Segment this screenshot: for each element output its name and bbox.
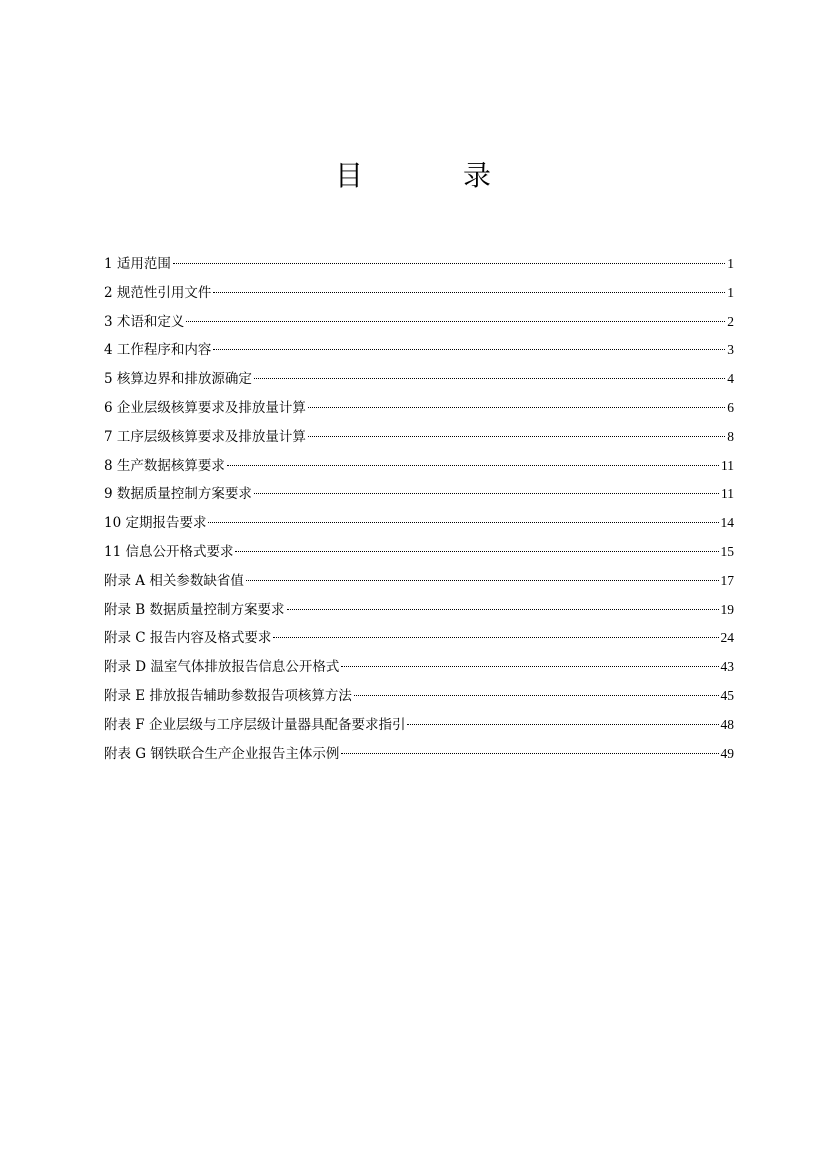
- toc-entry-page: 19: [720, 601, 734, 617]
- toc-entry[interactable]: [104, 394, 734, 423]
- toc-entry[interactable]: [104, 740, 734, 769]
- toc-entry-label: 5 核算边界和排放源确定: [104, 371, 252, 388]
- toc-leader-dots: [227, 465, 719, 466]
- toc-entry[interactable]: [104, 596, 734, 625]
- toc-entry[interactable]: [104, 538, 734, 567]
- toc-entry-label: 附表 F 企业层级与工序层级计量器具配备要求指引: [104, 716, 406, 733]
- toc-leader-dots: [254, 493, 719, 494]
- toc-entry-label: 附录 A 相关参数缺省值: [104, 572, 244, 589]
- toc-leader-dots: [287, 609, 719, 610]
- toc-entry-page: 43: [720, 659, 734, 675]
- toc-leader-dots: [407, 724, 718, 725]
- toc-leader-dots: [173, 263, 725, 264]
- toc-entry-label: 4 工作程序和内容: [104, 342, 212, 359]
- toc-entry-label: 附录 E 排放报告辅助参数报告项核算方法: [104, 687, 352, 704]
- toc-leader-dots: [308, 436, 725, 437]
- toc-entry[interactable]: [104, 480, 734, 509]
- toc-entry-page: 11: [721, 486, 734, 502]
- toc-entry-page: 15: [720, 543, 734, 559]
- toc-entry-page: 1: [727, 284, 734, 300]
- toc-leader-dots: [235, 551, 718, 552]
- toc-entry-page: 1: [727, 256, 734, 271]
- page-title: 目 录: [334, 159, 527, 192]
- toc-entry-label: 3 术语和定义: [104, 313, 185, 330]
- toc-entry[interactable]: [104, 423, 734, 452]
- toc-leader-dots: [213, 349, 725, 350]
- toc-entry-label: 附录 B 数据质量控制方案要求: [104, 601, 285, 618]
- toc-entry[interactable]: [104, 653, 734, 682]
- toc-entry-label: 附表 G 钢铁联合生产企业报告主体示例: [104, 745, 340, 762]
- toc-entry-label: 8 生产数据核算要求: [104, 457, 225, 474]
- toc-leader-dots: [341, 666, 718, 667]
- toc-entry-label: 2 规范性引用文件: [104, 284, 212, 301]
- toc-entry-page: 8: [727, 428, 734, 444]
- toc-leader-dots: [354, 695, 719, 696]
- toc-entry[interactable]: [104, 365, 734, 394]
- toc-entry-label: 10 定期报告要求: [104, 515, 207, 532]
- toc-entry-page: 11: [721, 457, 734, 473]
- toc-leader-dots: [273, 637, 718, 638]
- toc-entry[interactable]: [104, 711, 734, 740]
- toc-entry-label: 11 信息公开格式要求: [104, 543, 234, 560]
- toc-entry-label: 7 工序层级核算要求及排放量计算: [104, 428, 306, 445]
- toc-entry-label: 附录 D 温室气体排放报告信息公开格式: [104, 659, 340, 676]
- toc-leader-dots: [341, 753, 718, 754]
- toc-entry-page: 24: [720, 630, 734, 646]
- toc-entry[interactable]: [104, 336, 734, 365]
- toc-entry[interactable]: [104, 682, 734, 711]
- toc-entry-page: 3: [727, 342, 734, 358]
- toc-entry[interactable]: [104, 279, 734, 308]
- toc-leader-dots: [208, 522, 718, 523]
- toc-entry[interactable]: [104, 250, 734, 279]
- toc-leader-dots: [254, 378, 725, 379]
- toc-entry[interactable]: [104, 308, 734, 337]
- toc-leader-dots: [246, 580, 719, 581]
- toc-entry[interactable]: [104, 509, 734, 538]
- toc-leader-dots: [186, 321, 725, 322]
- toc-entry-page: 49: [720, 745, 734, 761]
- toc-entry[interactable]: [104, 567, 734, 596]
- toc-entry[interactable]: [104, 452, 734, 481]
- toc-entry-page: 17: [720, 572, 734, 588]
- toc-entry-label: 9 数据质量控制方案要求: [104, 486, 252, 503]
- toc-entry-page: 4: [727, 371, 734, 387]
- toc-entry-page: 2: [727, 313, 734, 329]
- toc-entry-page: 48: [720, 716, 734, 732]
- toc-entry-label: 附录 C 报告内容及格式要求: [104, 630, 272, 647]
- toc-leader-dots: [213, 292, 725, 293]
- toc-leader-dots: [308, 407, 725, 408]
- toc-entry-page: 14: [720, 515, 734, 531]
- toc-entry[interactable]: [104, 624, 734, 653]
- toc-entry-page: 45: [720, 687, 734, 703]
- toc-entry-label: 6 企业层级核算要求及排放量计算: [104, 399, 306, 416]
- toc-entry-label: 1 适用范围: [104, 256, 171, 272]
- table-of-contents: [104, 250, 734, 768]
- toc-entry-page: 6: [727, 399, 734, 415]
